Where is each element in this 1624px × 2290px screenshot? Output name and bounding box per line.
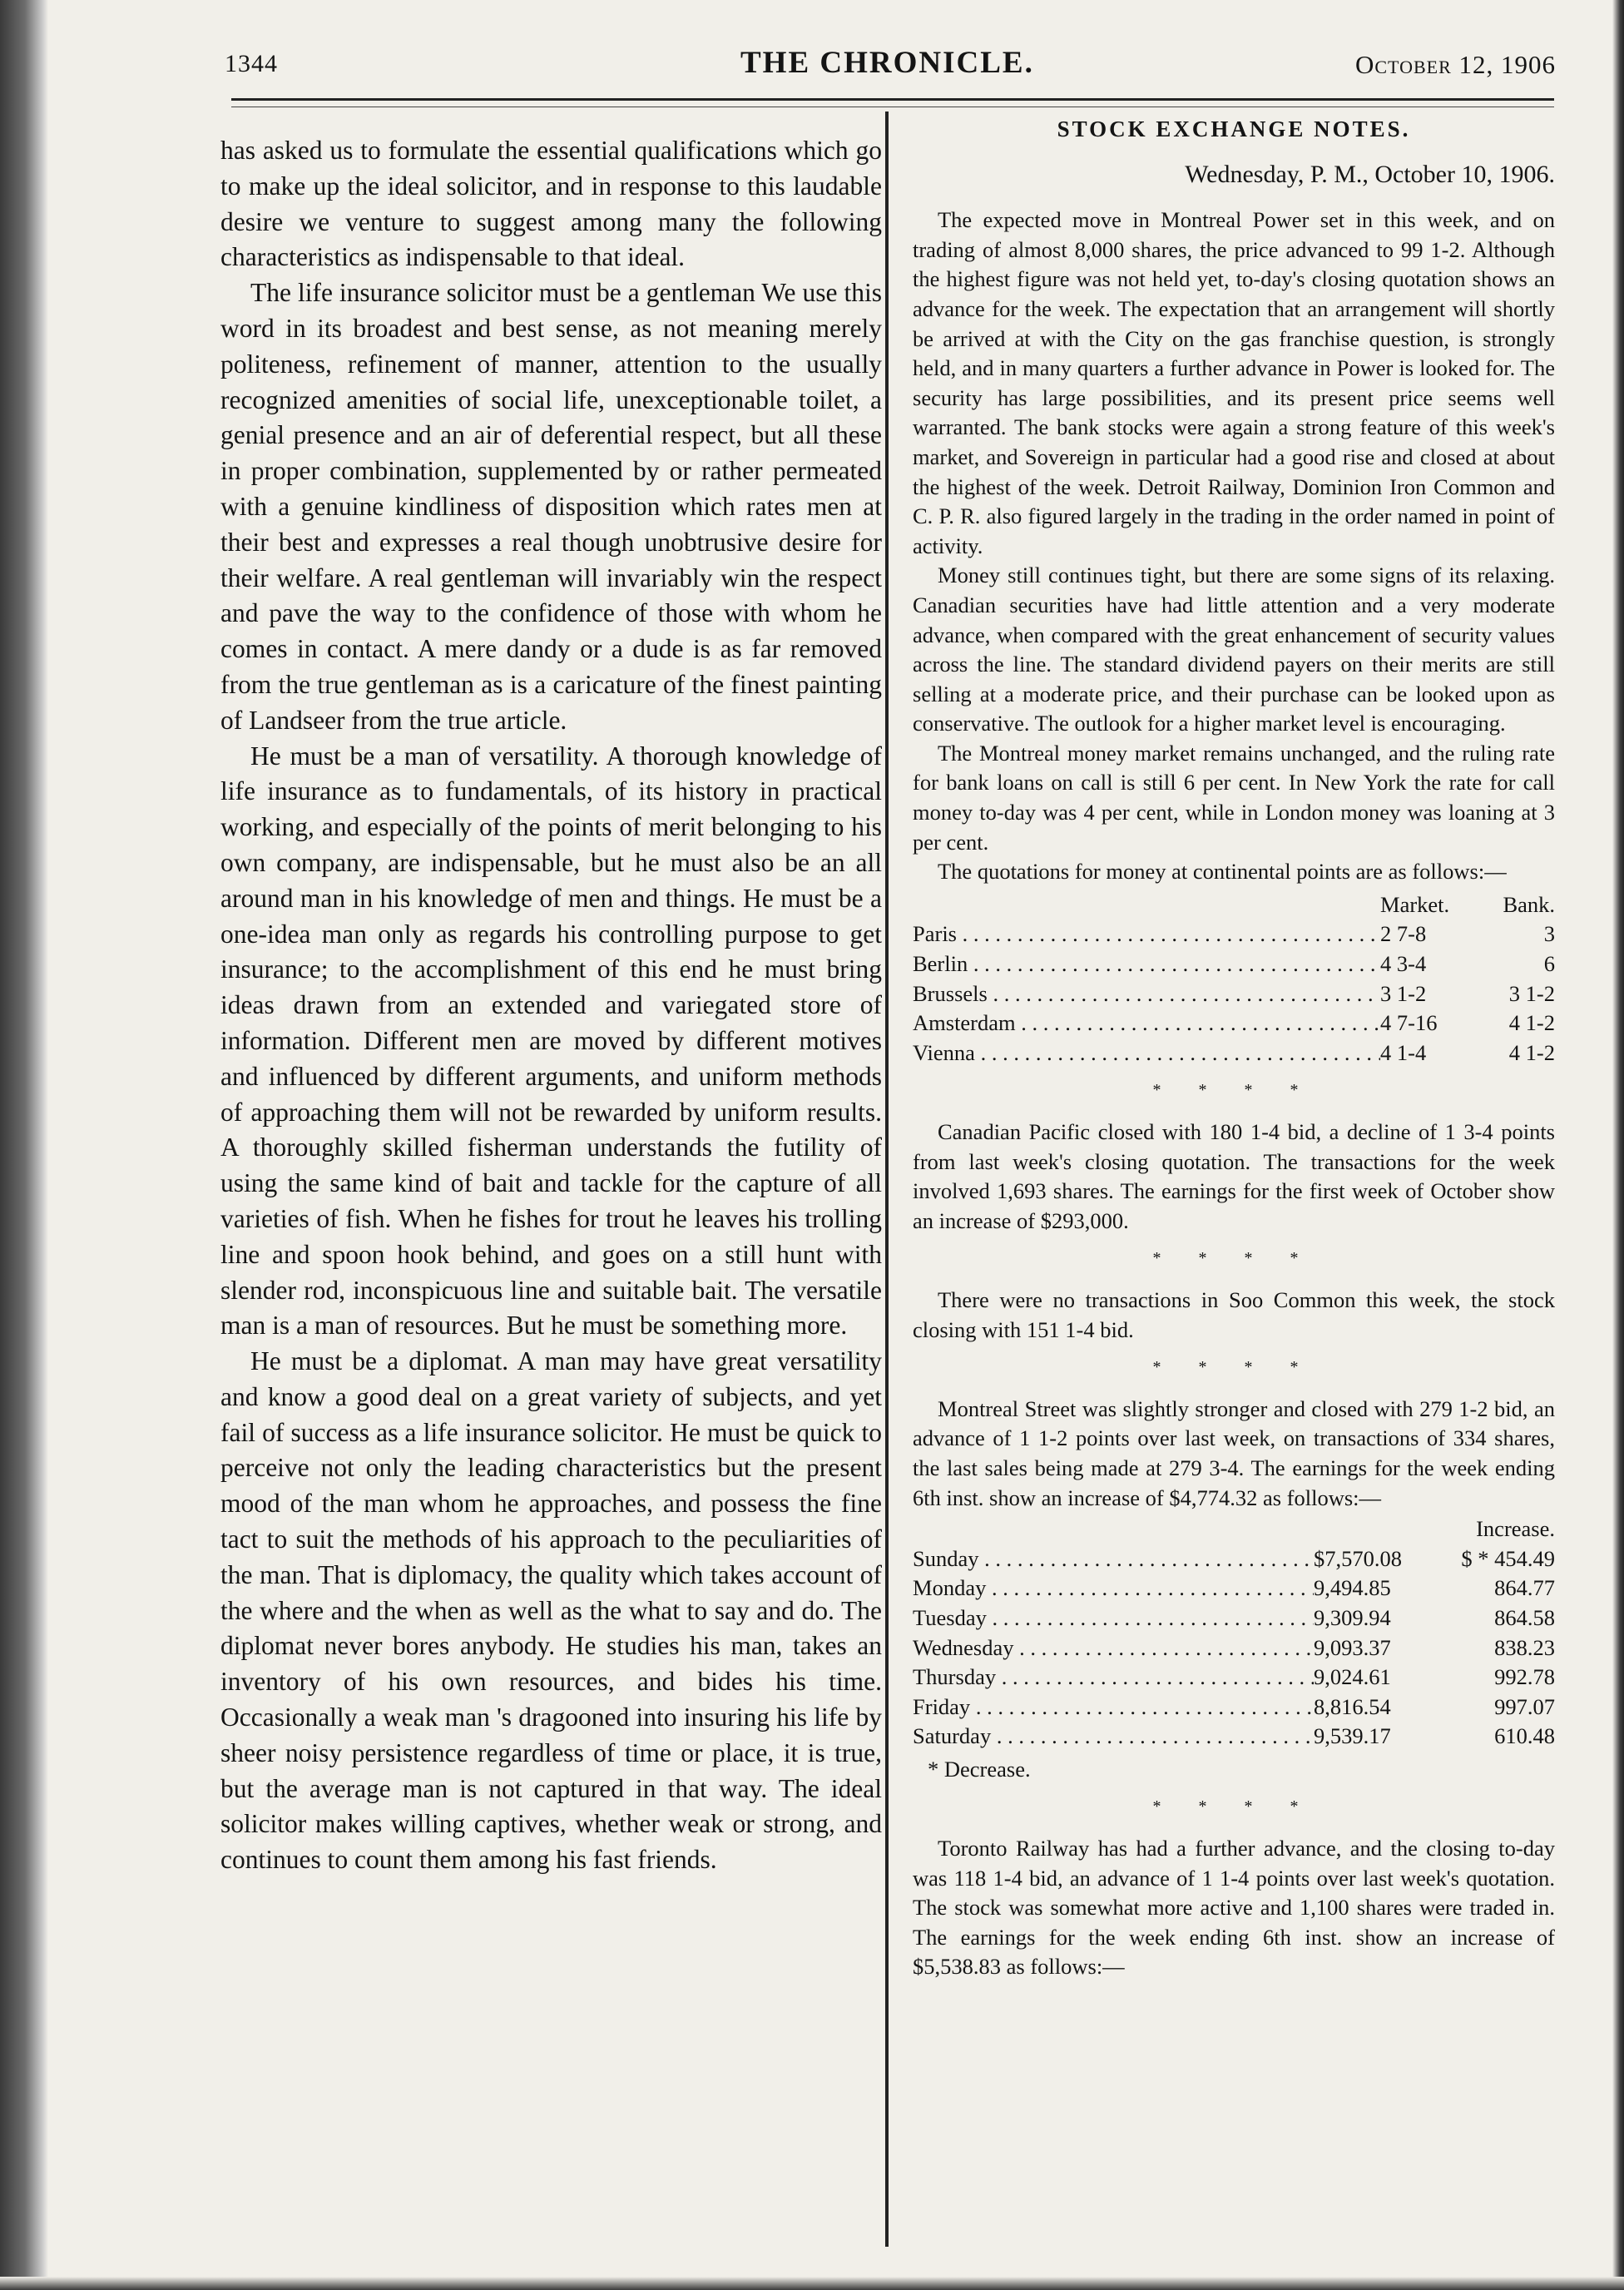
table-row — [913, 949, 1555, 979]
notes-paragraph: Canadian Pacific closed with 180 1-4 bid, a decline of 1 3-4 points from last week's closing quotation. The transactions for the week involved 1,693 shares. The earnings for the first week of October show an increase of $293,000. — [913, 1119, 1555, 1233]
day-name: Friday . . . — [913, 1693, 1314, 1722]
table-row — [913, 1693, 1555, 1722]
city-name: Vienna . . . — [913, 1038, 1380, 1068]
bank-rate: 3 1-2 — [1508, 980, 1555, 1006]
header-rule — [231, 98, 1554, 107]
city-name: Brussels . . . — [913, 979, 1380, 1009]
earnings-increase: 864.77 — [1494, 1575, 1555, 1601]
market-rate: 2 7-8 — [1380, 921, 1427, 947]
market-rate: 4 7-16 — [1380, 1010, 1438, 1036]
market-rate: 4 3-4 — [1380, 951, 1427, 977]
page-header — [225, 43, 1556, 85]
article-paragraph: The life insurance solicitor must be a gentleman We use this word in its broadest and best sense, as not meaning merely politeness, refinement of manner, attention to the usually recognized amenities of social life, unexceptionable toilet, a genial presence and an air of deferential respect, but all these in proper combination, supplemented by or rather permeated with a genuine kindliness of disposition which rates men at their best and expresses a real though unobtrusive desire for their welfare. A real gentleman will invariably win the respect and pave the way to the confidence of those with whom he comes in contact. A mere dandy or a dude is as far removed from the true gentleman as is a caricature of the finest painting of Landseer from the true article. — [220, 278, 882, 735]
notes-paragraph: The expected move in Montreal Power set in this week, and on trading of almost 8,000 shares, the price advanced to 99 1-2. Although the highest figure was not held yet, to-day's closing quotation shows an advance for the week. The expectation that an arrangement will shortly be arrived at with the City on the gas franchise question, is strongly held, and in many quarters a further advance in Power is looked for. The security has large possibilities, and its present price seems well warranted. The bank stocks were again a strong feature of this week's market, and Sovereign in particular had a good rise and closed at about the highest of the week. Detroit Railway, Dominion Iron Common and C. P. R. also figured largely in the trading in the order named in point of activity. — [913, 207, 1555, 558]
increase-column-header: Increase. — [1476, 1516, 1555, 1542]
earnings-amount: $7,570.08 — [1314, 1545, 1402, 1571]
day-name: Wednesday . . . — [913, 1633, 1314, 1663]
table-row — [913, 1544, 1555, 1574]
section-separator: * * * * — [1152, 1358, 1315, 1377]
earnings-amount: 9,024.61 — [1314, 1664, 1391, 1690]
earnings-increase: 992.78 — [1494, 1664, 1555, 1690]
earnings-amount: 9,494.85 — [1314, 1575, 1391, 1601]
section-separator: * * * * — [1152, 1797, 1315, 1817]
table-row — [913, 1603, 1555, 1633]
city-name: Amsterdam . . . — [913, 1009, 1380, 1038]
earnings-increase: 838.23 — [1494, 1634, 1555, 1660]
bank-rate: 4 1-2 — [1508, 1010, 1555, 1036]
scan-edge-left — [0, 0, 48, 2290]
dateline: Wednesday, P. M., October 10, 1906. — [1185, 160, 1555, 188]
day-name: Sunday . . . — [913, 1544, 1314, 1574]
notes-paragraph: Money still continues tight, but there are some signs of its relaxing. Canadian securities have had little attention and a very moderate advance, when compared with the great enhancement of security values across the line. The standard dividend payers on their merits are still selling at a moderate price, and their purchase can be looked upon as conservative. The outlook for a higher market level is encouraging. — [913, 563, 1555, 736]
bank-column-header: Bank. — [1503, 891, 1555, 917]
city-name: Berlin . . . — [913, 949, 1380, 979]
notes-paragraph: There were no transactions in Soo Common this week, the stock closing with 151 1-4 bid. — [913, 1286, 1555, 1342]
table-row — [913, 1574, 1555, 1603]
bank-rate: 6 — [1543, 951, 1555, 977]
city-name: Paris . . . — [913, 919, 1380, 949]
left-column — [220, 133, 882, 1878]
section-separator: * * * * — [1152, 1249, 1315, 1268]
earnings-increase: $ * 454.49 — [1461, 1545, 1555, 1571]
page-number: 1344 — [225, 50, 278, 77]
issue-date: October 12, 1906 — [1354, 50, 1556, 79]
newspaper-title: THE CHRONICLE. — [740, 46, 1034, 80]
article-paragraph: He must be a man of versatility. A thorough knowledge of life insurance as to fundamentals, of its history in practical working, and especially of the points of merit belonging to his own company, are indispensable, but he must also be an all around man in his knowledge of men and things. He must be a one-idea man only as regards his controlling purpose to get insurance; to the accomplishment of this end he must bring ideas drawn from an extended and variegated store of information. Different men are moved by different motives and influenced by different arguments, and uniform methods of approaching them will not be rewarded by uniform results. A thoroughly skilled fisherman understands the futility of using the same kind of bait and tackle for the capture of all varieties of fish. When he fishes for trout he leaves his trolling line and spoon hook behind, and goes on a still hunt with slender rod, inconspicuous line and suitable bait. The versatile man is a man of resources. But he must be something more. — [220, 741, 882, 1341]
section-separator: * * * * — [1152, 1081, 1315, 1100]
market-rate: 4 1-4 — [1380, 1039, 1427, 1065]
earnings-amount: 9,309.94 — [1314, 1604, 1391, 1630]
earnings-increase: 864.58 — [1494, 1604, 1555, 1630]
money-rates-header — [913, 890, 1555, 920]
table-row — [913, 1663, 1555, 1693]
earnings-header — [913, 1514, 1555, 1544]
earnings-increase: 997.07 — [1494, 1693, 1555, 1719]
notes-paragraph: The quotations for money at continental points are as follows:— — [938, 859, 1507, 885]
bank-rate: 3 — [1543, 921, 1555, 947]
scan-edge-right — [1612, 0, 1624, 2290]
table-row — [913, 1722, 1555, 1752]
day-name: Monday . . . — [913, 1574, 1314, 1603]
earnings-amount: 9,539.17 — [1314, 1723, 1391, 1749]
bank-rate: 4 1-2 — [1508, 1039, 1555, 1065]
column-rule — [885, 112, 889, 2247]
footnote: * Decrease. — [928, 1756, 1031, 1782]
earnings-amount: 8,816.54 — [1314, 1693, 1391, 1719]
table-row — [913, 919, 1555, 949]
table-row — [913, 1009, 1555, 1038]
table-row — [913, 1038, 1555, 1068]
article-paragraph: He must be a diplomat. A man may have great versatility and know a good deal on a great variety of subjects, and yet fail of success as a life insurance solicitor. He must be quick to perceive not only the leading characteristics but the present mood of the man whom he approaches, and possess the fine tact to suit the methods of his approach to the peculiarities of the man. That is diplomacy, the quality which takes account of the where and the when as well as the what to say and do. The diplomat never bores anybody. He studies his man, takes an inventory of his own resources, and bides his time. Occasionally a weak man 's dragooned into insuring his life by sheer noisy persistence regardless of time or place, it is true, but the average man is not captured in that way. The ideal solicitor makes willing captives, whether weak or strong, and continues to count them among his fast friends. — [220, 1346, 882, 1875]
notes-paragraph: Montreal Street was slightly stronger and closed with 279 1-2 bid, an advance of 1 1-2 points over last week, on transactions of 334 shares, the last sales being made at 279 3-4. The earnings for the week ending 6th inst. show an increase of $4,774.32 as follows:— — [913, 1395, 1555, 1510]
table-row — [913, 979, 1555, 1009]
market-column-header: Market. — [1380, 891, 1450, 917]
earnings-increase: 610.48 — [1494, 1723, 1555, 1749]
table-row — [913, 1633, 1555, 1663]
money-rates-table — [913, 890, 1555, 1068]
earnings-table — [913, 1514, 1555, 1752]
section-heading: STOCK EXCHANGE NOTES. — [1057, 116, 1411, 141]
day-name: Tuesday . . . — [913, 1603, 1314, 1633]
earnings-amount: 9,093.37 — [1314, 1634, 1391, 1660]
market-rate: 3 1-2 — [1380, 980, 1427, 1006]
notes-paragraph: The Montreal money market remains unchanged, and the ruling rate for bank loans on call is still 6 per cent. In New York the rate for call money to-day was 4 per cent, while in London money was loaning at 3 per cent. — [913, 740, 1555, 855]
day-name: Thursday . . . — [913, 1663, 1314, 1693]
article-paragraph: has asked us to formulate the essential qualifications which go to make up the ideal solicitor, and in response to this laudable desire we venture to suggest among many the following characteristics as indispensable to that ideal. — [220, 136, 882, 272]
day-name: Saturday . . . — [913, 1722, 1314, 1752]
scan-edge-bottom — [0, 2277, 1624, 2290]
right-column — [913, 115, 1555, 1982]
notes-paragraph: Toronto Railway has had a further advance, and the closing to-day was 118 1-4 bid, an advance of 1 1-4 points over last week's quotation. The stock was somewhat more active and 1,100 shares were traded in. The earnings for the week ending 6th inst. show an increase of $5,538.83 as follows:— — [913, 1836, 1555, 1980]
